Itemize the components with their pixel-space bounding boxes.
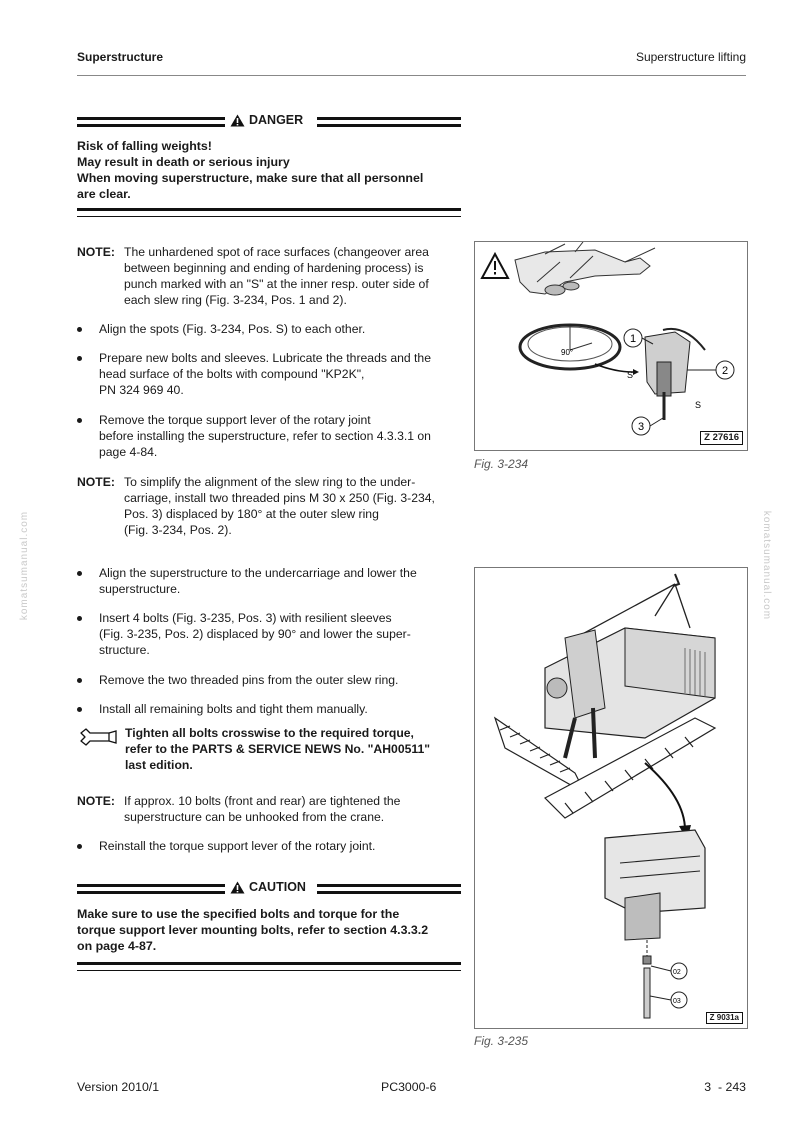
danger-line: Risk of falling weights! [77,139,212,153]
caution-bottom-rule-thin [77,970,461,971]
step-align-superstructure [77,565,461,597]
figure-code: Z 27616 [700,431,743,445]
danger-heading [230,113,303,127]
danger-rule-right [317,117,461,127]
step-line: PN 324 969 40. [99,383,184,397]
step-line: page 4-84. [99,445,158,459]
danger-banner [77,112,461,132]
svg-text:S: S [627,370,634,380]
danger-bottom-rule-thin [77,216,461,217]
step-insert-bolts [77,610,461,658]
wrench-icon [79,727,119,747]
note-line: punch marked with an "S" at the inner resp. outer side of [124,277,429,291]
step-prepare-bolts [77,350,461,398]
note-line: carriage, install two threaded pins M 30 x 250 (Fig. 3-234, [124,491,435,505]
note-line: If approx. 10 bolts (front and rear) are tightened the [124,794,401,808]
step-line: (Fig. 3-235, Pos. 2) displaced by 90° and lower the super- [99,627,411,641]
svg-text:02: 02 [673,969,681,976]
torque-instruction [77,725,461,773]
note-line: between beginning and ending of hardening process) is [124,261,424,275]
excavator-lifting-illustration [475,568,747,1028]
step-line: Prepare new bolts and sleeves. Lubricate the threads and the [99,351,431,365]
danger-title: DANGER [249,113,304,127]
step-line: Remove the torque support lever of the rotary joint [99,413,371,427]
figure-superstructure-lifting [474,567,748,1029]
figure-code: Z 9031a [706,1012,743,1024]
watermark-right: komatsumanual.com [761,510,773,621]
caution-heading [230,880,306,894]
note-race-surface [77,244,461,308]
note-line: (Fig. 3-234, Pos. 2). [124,523,232,537]
watermark-left: komatsumanual.com [19,510,31,621]
svg-text:S: S [695,400,702,410]
bullet-dot [77,707,82,712]
svg-text:1: 1 [630,333,637,345]
note-label: NOTE: [77,245,115,259]
step-line: head surface of the bolts with compound "KP2K", [99,367,365,381]
bullet-dot [77,844,82,849]
header-rule [77,75,746,76]
caution-title: CAUTION [249,880,306,894]
footer-model: PC3000-6 [381,1080,437,1094]
step-line: Remove the two threaded pins from the outer slew ring. [99,673,399,687]
caution-line: torque support lever mounting bolts, refer to section 4.3.3.2 [77,923,429,937]
danger-line: May result in death or serious injury [77,155,290,169]
caution-line: Make sure to use the specified bolts and torque for the [77,907,400,921]
bullet-dot [77,571,82,576]
step-remove-pins [77,672,461,688]
running-header-section: Superstructure [77,50,164,64]
note-line: The unhardened spot of race surfaces (changeover area [124,245,429,259]
svg-text:03: 03 [673,998,681,1005]
danger-rule-left [77,117,225,127]
caution-line: on page 4-87. [77,939,157,953]
step-line: structure. [99,643,150,657]
note-line: each slew ring (Fig. 3-234, Pos. 1 and 2). [124,293,347,307]
bullet-dot [77,356,82,361]
step-line: Align the spots (Fig. 3-234, Pos. S) to each other. [99,322,366,336]
note-line: superstructure can be unhooked from the crane. [124,810,385,824]
slew-ring-illustration [475,242,747,450]
footer-page-number: 3 - 243 [704,1080,746,1094]
bullet-dot [77,678,82,683]
svg-text:3: 3 [638,421,645,433]
figure-caption: Fig. 3-234 [474,457,529,471]
caution-message [77,906,461,954]
warning-triangle-icon [230,881,245,894]
step-remove-torque-lever [77,412,461,460]
figure-slew-ring [474,241,748,451]
bullet-dot [77,327,82,332]
caution-rule-right [317,884,461,894]
step-reinstall-lever [77,838,461,854]
danger-line: When moving superstructure, make sure that all personnel [77,171,424,185]
tip-line: last edition. [125,758,193,772]
step-line: Insert 4 bolts (Fig. 3-235, Pos. 3) with resilient sleeves [99,611,392,625]
step-install-bolts [77,701,461,717]
step-line: Install all remaining bolts and tight them manually. [99,702,368,716]
step-align-spots [77,321,461,337]
note-label: NOTE: [77,475,115,489]
note-line: Pos. 3) displaced by 180° at the outer slew ring [124,507,379,521]
svg-text:90°: 90° [561,348,574,357]
step-line: before installing the superstructure, refer to section 4.3.3.1 on [99,429,431,443]
warning-triangle-icon [230,114,245,127]
bullet-dot [77,418,82,423]
step-line: Align the superstructure to the undercarriage and lower the [99,566,417,580]
note-line: To simplify the alignment of the slew ring to the under- [124,475,416,489]
danger-message [77,138,461,202]
bullet-dot [77,616,82,621]
figure-caption: Fig. 3-235 [474,1034,529,1048]
danger-line: are clear. [77,187,131,201]
note-label: NOTE: [77,794,115,808]
footer-version: Version 2010/1 [77,1080,160,1094]
caution-rule-left [77,884,225,894]
tip-line: refer to the PARTS & SERVICE NEWS No. "AH00511" [125,742,431,756]
caution-banner [77,879,461,899]
caution-bottom-rule-thick [77,962,461,965]
danger-bottom-rule-thick [77,208,461,211]
svg-text:2: 2 [722,365,729,377]
step-line: Reinstall the torque support lever of the rotary joint. [99,839,376,853]
step-line: superstructure. [99,582,181,596]
note-threaded-pins [77,474,461,538]
tip-line: Tighten all bolts crosswise to the required torque, [125,726,414,740]
note-unhook [77,793,461,825]
running-header-topic: Superstructure lifting [635,50,746,64]
